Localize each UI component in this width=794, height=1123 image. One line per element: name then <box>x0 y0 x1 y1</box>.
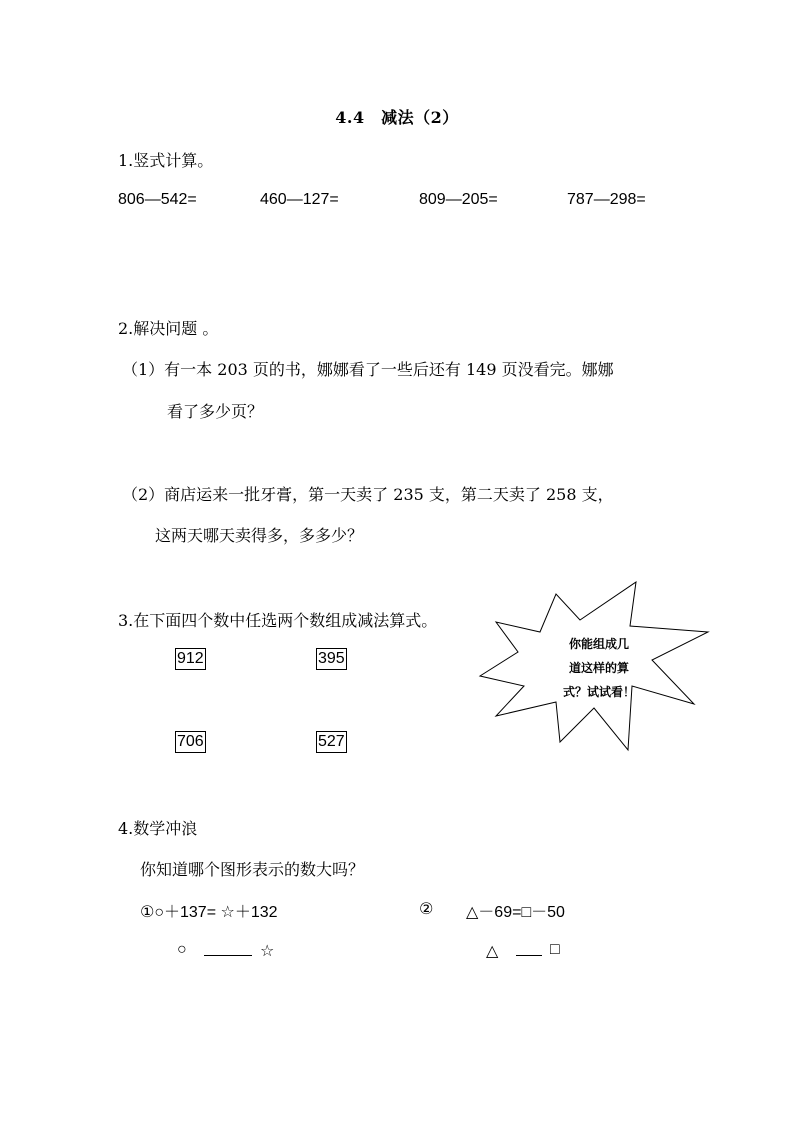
q4-equation-2-number: ② <box>419 901 434 918</box>
bubble-line-3: 式？试试看！ <box>562 685 635 699</box>
q4-equation-1: ①○＋137= ☆＋132 <box>140 904 278 921</box>
q2-part2-line1: （2）商店运来一批牙膏，第一天卖了 235 支，第二天卖了 258 支， <box>122 485 614 504</box>
q1-expr-2: 460—127= <box>260 191 339 208</box>
q1-expr-3: 809—205= <box>419 191 498 208</box>
q1-heading: 1.竖式计算。 <box>118 151 214 170</box>
q2-part1-line2: 看了多少页？ <box>167 402 264 421</box>
number-box-706: 706 <box>175 731 206 753</box>
compare-1-star: ☆ <box>260 943 275 960</box>
number-box-912: 912 <box>175 648 206 670</box>
compare-2-blank[interactable] <box>516 941 542 960</box>
q2-heading: 2.解决问题 。 <box>118 319 219 338</box>
number-box-527: 527 <box>316 731 347 753</box>
compare-2-triangle: △ <box>486 943 499 960</box>
q4-prompt: 你知道哪个图形表示的数大吗？ <box>140 860 365 879</box>
q4-equation-2: △－69=□－50 <box>466 904 565 921</box>
compare-2-square: □ <box>550 941 560 958</box>
q2-part1-line1: （1）有一本 203 页的书，娜娜看了一些后还有 149 页没看完。娜娜 <box>122 360 614 379</box>
page-title: 4.4 减法（2） <box>335 108 459 127</box>
number-box-395: 395 <box>316 648 347 670</box>
bubble-line-1: 你能组成几 <box>568 637 629 651</box>
q1-expr-1: 806—542= <box>118 191 197 208</box>
compare-1-blank[interactable] <box>204 941 252 960</box>
compare-1-circle: ○ <box>177 941 187 958</box>
q2-part2-line2: 这两天哪天卖得多，多多少？ <box>155 526 364 545</box>
q3-heading: 3.在下面四个数中任选两个数组成减法算式。 <box>118 611 438 630</box>
q1-expr-4: 787—298= <box>567 191 646 208</box>
q4-heading: 4.数学冲浪 <box>118 819 198 838</box>
bubble-line-2: 道这样的算 <box>568 661 629 675</box>
